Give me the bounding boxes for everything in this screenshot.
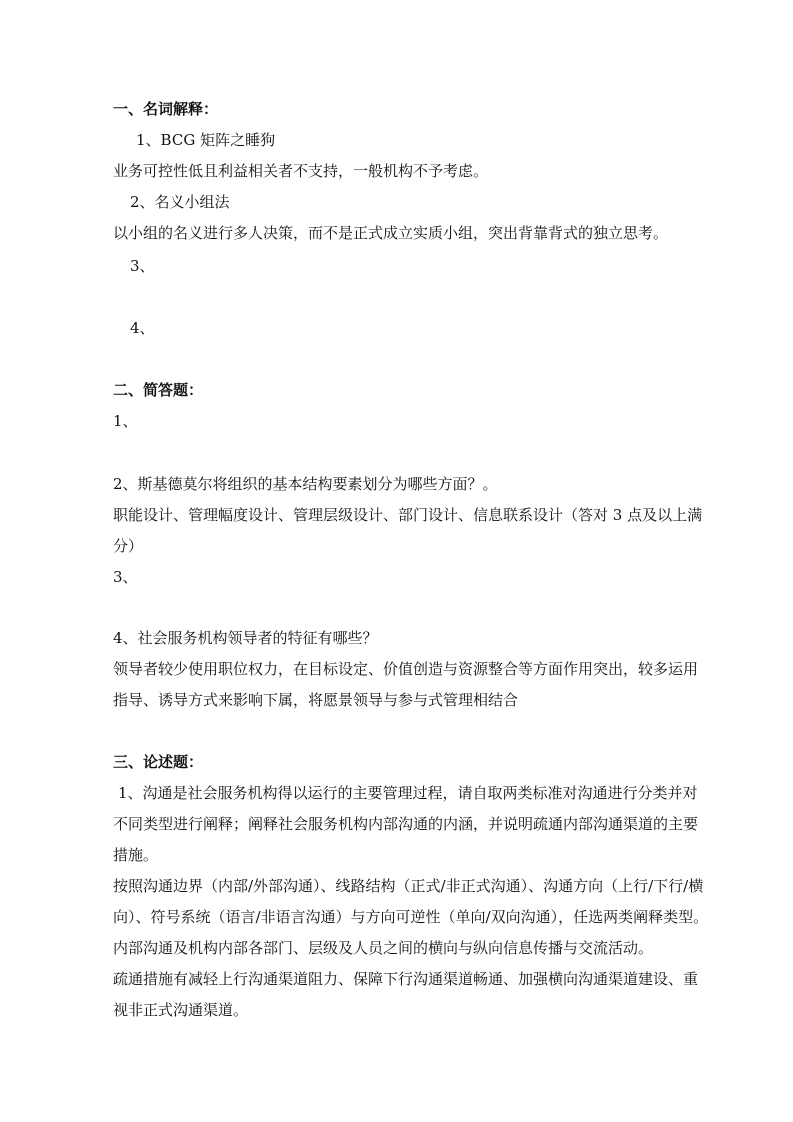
section1-item2-answer: 以小组的名义进行多人决策，而不是正式成立实质小组，突出背靠背式的独立思考。 [113, 224, 669, 242]
section1-item1-title: 1、BCG 矩阵之睡狗 [136, 131, 276, 149]
section3-answer-line1: 按照沟通边界（内部/外部沟通）、线路结构（正式/非正式沟通）、沟通方向（上行/下行/横 [113, 877, 704, 895]
section1-item4-title: 4、 [130, 319, 155, 337]
section3-item1-question-line2: 不同类型进行阐释；阐释社会服务机构内部沟通的内涵，并说明疏通内部沟通渠道的主要 [113, 815, 699, 833]
section3-answer-line2: 向）、符号系统（语言/非语言沟通）与方向可逆性（单向/双向沟通），任选两类阐释类型。 [113, 908, 709, 926]
section1-item3-title: 3、 [130, 257, 155, 275]
section2-item2-answer-line2: 分） [113, 537, 144, 555]
section2-item1-title: 1、 [113, 412, 138, 430]
section3-answer-line4: 疏通措施有减轻上行沟通渠道阻力、保障下行沟通渠道畅通、加强横向沟通渠道建设、重 [113, 970, 699, 988]
section2-heading: 二、简答题： [113, 381, 204, 399]
section2-item4-title: 4、社会服务机构领导者的特征有哪些？ [113, 629, 378, 647]
section3-answer-line3: 内部沟通及机构内部各部门、层级及人员之间的横向与纵向信息传播与交流活动。 [113, 939, 654, 957]
section3-heading: 三、论述题： [113, 753, 204, 771]
section1-heading: 一、名词解释： [113, 100, 219, 118]
section2-item2-title: 2、斯基德莫尔将组织的基本结构要素划分为哪些方面？。 [113, 475, 498, 493]
section3-item1-question-line3: 措施。 [113, 846, 159, 864]
section2-item4-answer-line2: 指导、诱导方式来影响下属，将愿景领导与参与式管理相结合 [113, 691, 519, 709]
section2-item4-answer-line1: 领导者较少使用职位权力，在目标设定、价值创造与资源整合等方面作用突出，较多运用 [113, 660, 699, 678]
section3-item1-question-line1: 1、沟通是社会服务机构得以运行的主要管理过程，请自取两类标准对沟通进行分类并对 [118, 784, 698, 802]
section2-item3-title: 3、 [113, 568, 138, 586]
section2-item2-answer-line1: 职能设计、管理幅度设计、管理层级设计、部门设计、信息联系设计（答对 3 点及以上满 [113, 506, 703, 524]
section1-item1-answer: 业务可控性低且利益相关者不支持，一般机构不予考虑。 [113, 162, 489, 180]
section3-answer-line5: 视非正式沟通渠道。 [113, 1001, 249, 1019]
section1-item2-title: 2、名义小组法 [130, 193, 230, 211]
